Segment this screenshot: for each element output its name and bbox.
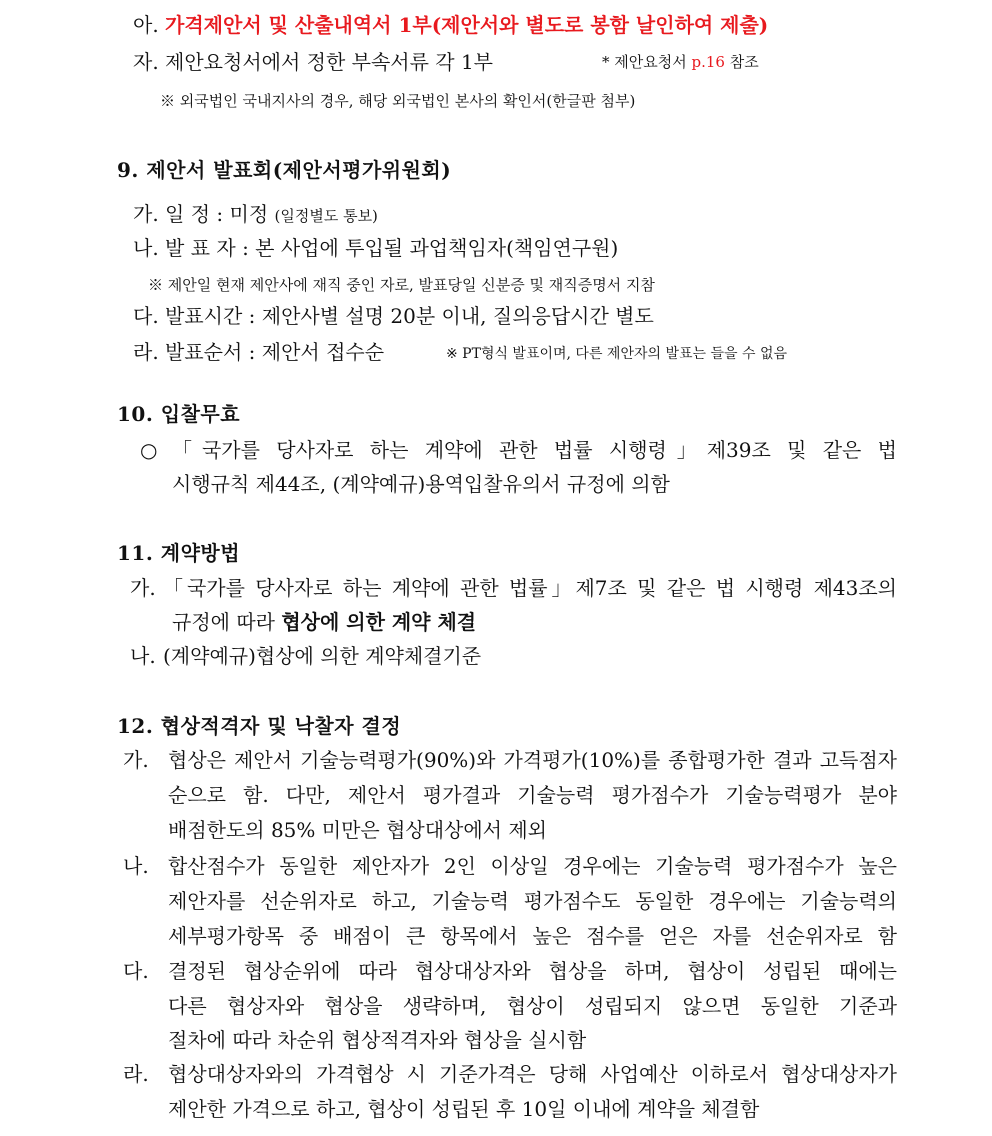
item-ja-line xyxy=(133,47,493,77)
section-12-da-line-2: 다른 협상자와 협상을 생략하며, 협상이 성립되지 않으면 동일한 기준과 xyxy=(168,994,897,1018)
section-11-na-text: (계약예규)협상에 의한 계약체결기준 xyxy=(163,644,482,668)
item-marker: 아. xyxy=(133,13,159,37)
negotiated-contract: 협상에 의한 계약 체결 xyxy=(281,610,477,634)
section-11-ga-line-2: 규정에 따라 협상에 의한 계약 체결 xyxy=(172,610,477,634)
item-marker: 나. xyxy=(130,644,156,668)
reference-note: * 제안요청서 p.16 참조 xyxy=(602,53,759,71)
item-marker: 라. xyxy=(123,1062,149,1086)
section-12-ra-line-1: 협상대상자와의 가격협상 시 기준가격은 당해 사업예산 이하로서 협상대상자가 xyxy=(168,1062,897,1086)
section-10-line-2: 시행규칙 제44조, (계약예규)용역입찰유의서 규정에 의함 xyxy=(172,472,670,496)
attachments-text: 제안요청서에서 정한 부속서류 각 1부 xyxy=(165,50,494,74)
section-9-item-ra: 라. 발표순서 : 제안서 접수순 xyxy=(133,340,385,364)
section-10-line-1: 「국가를 당사자로 하는 계약에 관한 법률 시행령」제39조 및 같은 법 xyxy=(172,438,897,462)
section-11-ga-line-1: 「국가를 당사자로 하는 계약에 관한 법률」제7조 및 같은 법 시행령 제43조의 xyxy=(163,576,897,600)
section-12-ga-line-2: 순으로 함. 다만, 제안서 평가결과 기술능력 평가점수가 기술능력평가 분야 xyxy=(168,783,897,807)
presenter-note: ※ 제안일 현재 제안사에 재직 중인 자로, 발표당일 신분증 및 재직증명서 지참 xyxy=(148,276,655,294)
item-a-line xyxy=(133,10,768,40)
section-12-title: 12. 협상적격자 및 낙찰자 결정 xyxy=(117,714,402,738)
section-9-item-ga: 가. 일 정 : 미정 (일정별도 통보) xyxy=(133,202,378,226)
section-9-item-na: 나. 발 표 자 : 본 사업에 투입될 과업책임자(책임연구원) xyxy=(133,236,619,260)
section-12-na-line-2: 제안자를 선순위자로 하고, 기술능력 평가점수도 동일한 경우에는 기술능력의 xyxy=(168,889,897,913)
bullet-icon: ○ xyxy=(140,438,158,462)
section-12-na-line-1: 합산점수가 동일한 제안자가 2인 이상일 경우에는 기술능력 평가점수가 높은 xyxy=(168,854,897,878)
section-9-item-da: 다. 발표시간 : 제안사별 설명 20분 이내, 질의응답시간 별도 xyxy=(133,304,654,328)
section-11-title: 11. 계약방법 xyxy=(117,541,241,565)
section-10-title: 10. 입찰무효 xyxy=(117,402,241,426)
section-12-da-line-1: 결정된 협상순위에 따라 협상대상자와 협상을 하며, 협상이 성립된 때에는 xyxy=(168,959,897,983)
item-marker: 나. xyxy=(123,854,149,878)
section-12-ga-line-3: 배점한도의 85% 미만은 협상대상에서 제외 xyxy=(168,818,548,842)
foreign-branch-note: ※ 외국법인 국내지사의 경우, 해당 외국법인 본사의 확인서(한글판 첨부) xyxy=(160,92,636,110)
pt-note: ※ PT형식 발표이며, 다른 제안자의 발표는 들을 수 없음 xyxy=(446,346,788,362)
section-9-title: 9. 제안서 발표회(제안서평가위원회) xyxy=(117,158,452,182)
item-marker: 다. xyxy=(123,959,149,983)
item-marker: 가. xyxy=(123,748,149,772)
price-proposal-text: 가격제안서 및 산출내역서 1부(제안서와 별도로 봉함 날인하여 제출) xyxy=(165,13,769,37)
section-12-ga-line-1: 협상은 제안서 기술능력평가(90%)와 가격평가(10%)를 종합평가한 결과 고득점자 xyxy=(168,748,897,772)
item-marker: 자. xyxy=(133,50,159,74)
section-12-na-line-3: 세부평가항목 중 배점이 큰 항목에서 높은 점수를 얻은 자를 선순위자로 함 xyxy=(168,924,897,948)
page-reference: p.16 xyxy=(691,53,725,71)
item-marker: 가. xyxy=(130,576,156,600)
section-12-da-line-3: 절차에 따라 차순위 협상적격자와 협상을 실시함 xyxy=(168,1028,587,1052)
section-12-ra-line-2: 제안한 가격으로 하고, 협상이 성립된 후 10일 이내에 계약을 체결함 xyxy=(168,1097,760,1121)
